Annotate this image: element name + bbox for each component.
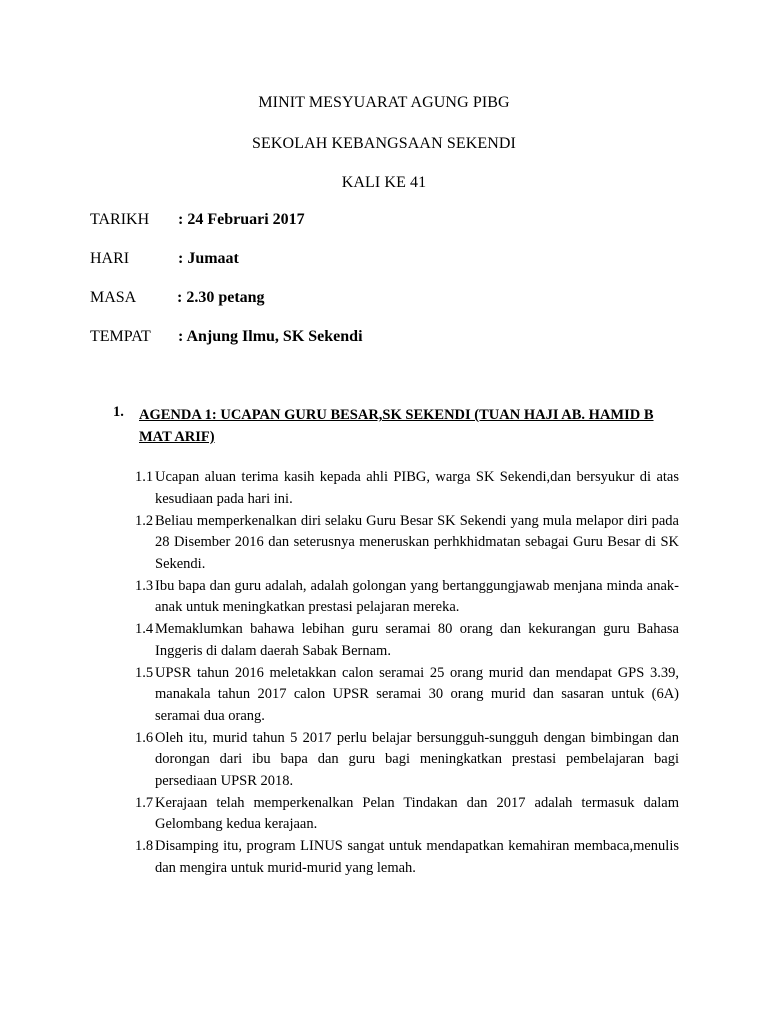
list-item: [135, 619, 679, 662]
meta-label: TEMPAT: [90, 328, 151, 345]
meta-label: TARIKH: [90, 211, 150, 228]
item-number: 1.2: [135, 512, 154, 529]
meeting-number: KALI KE 41: [341, 174, 427, 191]
item-text: Kerajaan telah memperkenalkan Pelan Tindakan dan 2017 adalah termasuk dalam Gelombang kedua kerajaan.: [155, 794, 679, 832]
agenda-number: 1.: [113, 404, 124, 420]
list-item: [135, 793, 679, 836]
list-item: [135, 663, 679, 728]
agenda-items-list: [135, 467, 679, 880]
item-text: Memaklumkan bahawa lebihan guru seramai 80 orang dan kekurangan guru Bahasa Inggeris di dalam daerah Sabak Bernam.: [155, 621, 679, 659]
item-number: 1.8: [135, 838, 154, 854]
item-text: Ucapan aluan terima kasih kepada ahli PIBG, warga SK Sekendi,dan bersyukur di atas kesudiaan pada hari ini.: [155, 469, 679, 507]
item-text: Ibu bapa dan guru adalah, adalah golongan yang bertanggungjawab menjana minda anak-anak untuk meningkatkan prestasi pelajaran mereka.: [155, 577, 679, 615]
agenda-title: AGENDA 1: UCAPAN GURU BESAR,SK SEKENDI (TUAN HAJI AB. HAMID B MAT ARIF): [139, 407, 654, 445]
list-item: [135, 728, 679, 793]
list-item: [135, 511, 679, 576]
item-text: Oleh itu, murid tahun 5 2017 perlu belajar bersungguh-sungguh dengan bimbingan dan dorongan dari ibu bapa dan guru bagi meningkatkan prestasi pembelajaran bagi persediaan UPSR 2018.: [155, 729, 679, 789]
item-number: 1.6: [135, 729, 154, 746]
item-number: 1.1: [135, 469, 154, 485]
item-number: 1.5: [135, 664, 154, 681]
meta-label: HARI: [90, 250, 130, 267]
school-name: SEKOLAH KEBANGSAAN SEKENDI: [252, 135, 516, 152]
item-text: Disamping itu, program LINUS sangat untuk mendapatkan kemahiran membaca,menulis dan mengira untuk murid-murid yang lemah.: [155, 838, 679, 876]
meta-value: : Anjung Ilmu, SK Sekendi: [178, 328, 363, 345]
list-item: [135, 576, 679, 619]
item-number: 1.7: [135, 794, 154, 811]
meta-value: : 2.30 petang: [177, 289, 265, 306]
meta-value: : Jumaat: [178, 250, 239, 267]
document-title: MINIT MESYUARAT AGUNG PIBG: [258, 94, 510, 111]
item-text: Beliau memperkenalkan diri selaku Guru Besar SK Sekendi yang mula melapor diri pada 28 Disember 2016 dan seterusnya meneruskan perhkhidmatan sebagai Guru Besar di SK Sekendi.: [155, 512, 679, 572]
list-item: [135, 836, 679, 879]
item-text: UPSR tahun 2016 meletakkan calon seramai 25 orang murid dan mendapat GPS 3.39, manakala tahun 2017 calon UPSR seramai 30 orang murid dan sasaran untuk (6A) seramai dua orang.: [155, 664, 679, 724]
item-number: 1.3: [135, 577, 154, 594]
list-item: [135, 467, 679, 510]
meta-label: MASA: [90, 289, 137, 306]
meta-value: : 24 Februari 2017: [178, 211, 305, 228]
item-number: 1.4: [135, 621, 154, 637]
